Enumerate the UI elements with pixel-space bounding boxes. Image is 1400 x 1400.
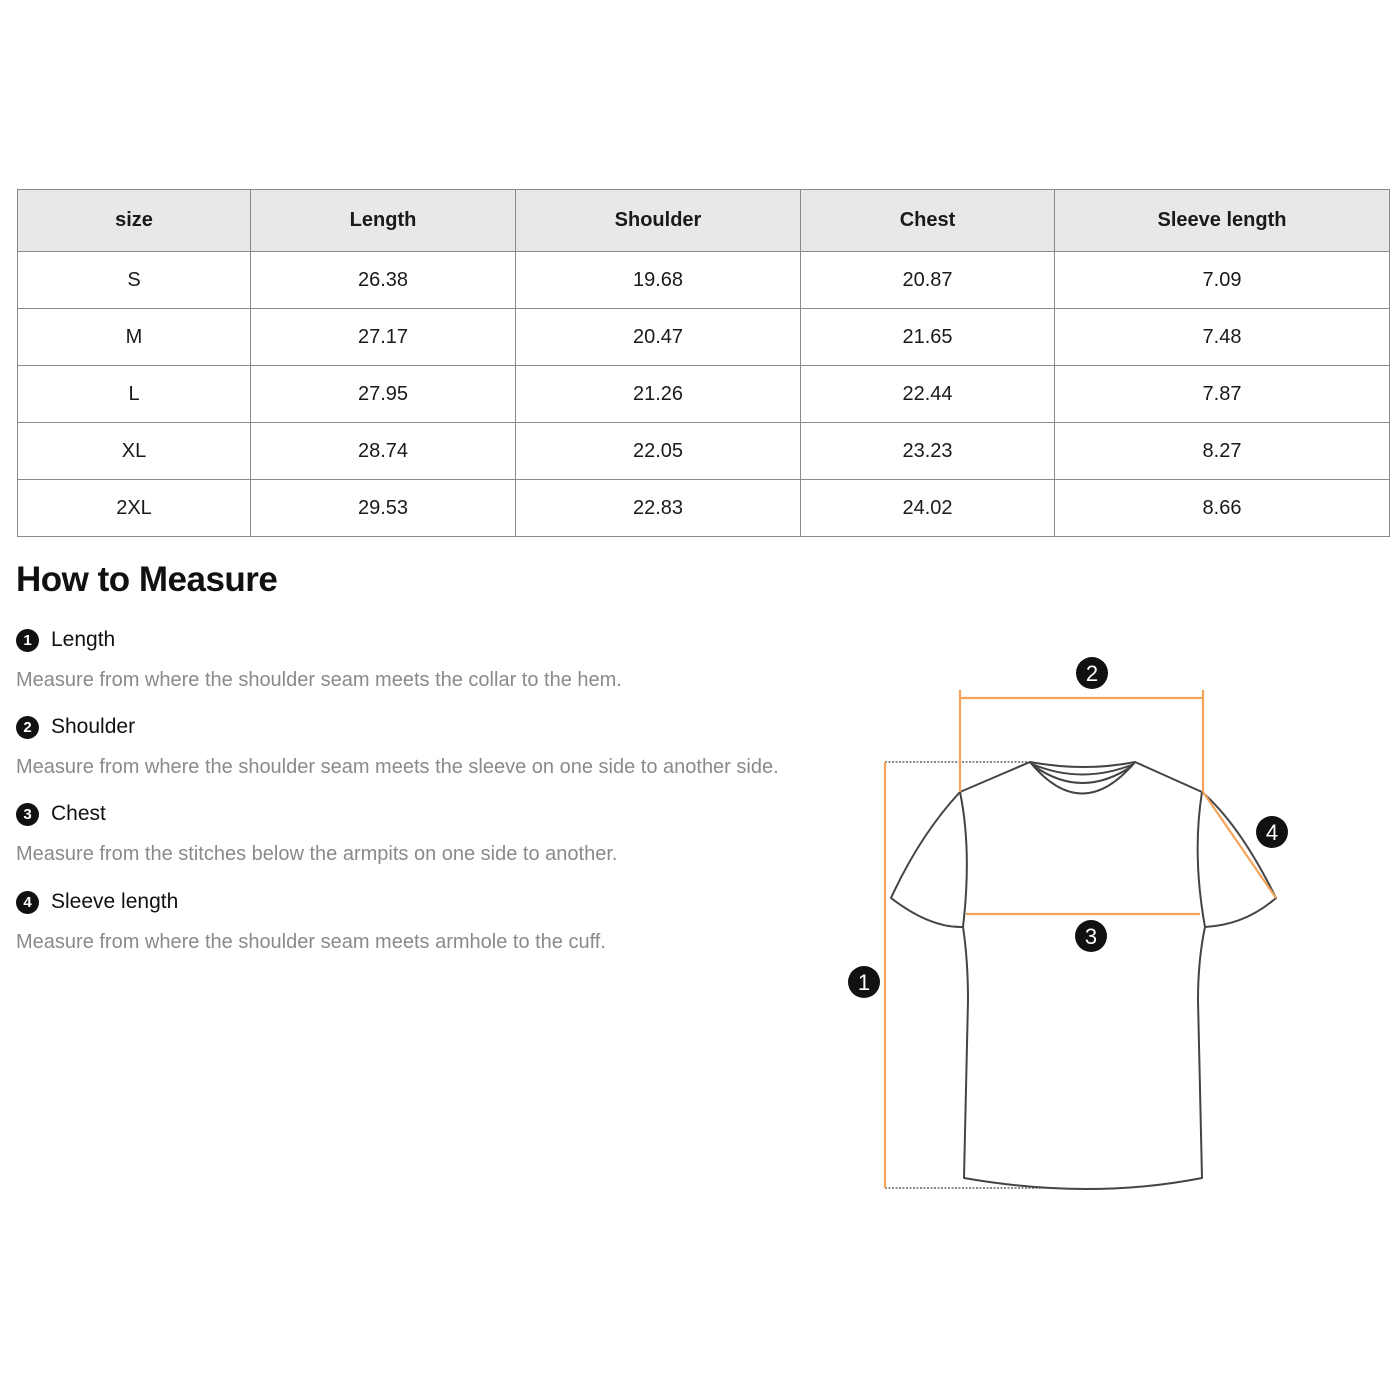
header-size: size <box>18 190 251 252</box>
cell-length: 26.38 <box>251 252 516 309</box>
cell-sleeve-length: 7.09 <box>1055 252 1390 309</box>
table-row <box>18 309 1390 366</box>
measure-label: Sleeve length <box>51 890 179 913</box>
cell-chest: 23.23 <box>801 423 1055 480</box>
header-sleeve-length: Sleeve length <box>1055 190 1390 252</box>
table-row <box>18 423 1390 480</box>
cell-size: S <box>18 252 251 309</box>
measure-label: Shoulder <box>51 715 136 738</box>
marker-2-icon <box>1076 657 1108 689</box>
cell-size: 2XL <box>18 480 251 537</box>
marker-4-label: 4 <box>1265 820 1279 845</box>
measure-description: Measure from where the shoulder seam meets the sleeve on one side to another side. <box>16 756 779 778</box>
measure-item-shoulder <box>16 713 779 779</box>
cell-chest: 21.65 <box>801 309 1055 366</box>
number-2-icon: 2 <box>16 716 39 739</box>
cell-sleeve-length: 8.66 <box>1055 480 1390 537</box>
measure-item-chest <box>16 800 617 866</box>
size-chart-table <box>17 189 1390 537</box>
number-4-icon: 4 <box>16 891 39 914</box>
tshirt-outline <box>891 762 1279 1189</box>
measure-description: Measure from the stitches below the armpits on one side to another. <box>16 843 618 865</box>
number-3-icon: 3 <box>16 803 39 826</box>
cell-chest: 22.44 <box>801 366 1055 423</box>
header-length: Length <box>251 190 516 252</box>
measure-label: Chest <box>51 802 106 825</box>
cell-chest: 24.02 <box>801 480 1055 537</box>
cell-shoulder: 22.83 <box>516 480 801 537</box>
cell-shoulder: 19.68 <box>516 252 801 309</box>
cell-sleeve-length: 7.48 <box>1055 309 1390 366</box>
table-header-row <box>18 190 1390 252</box>
marker-2-label: 2 <box>1085 661 1099 686</box>
header-chest: Chest <box>801 190 1055 252</box>
table-row <box>18 480 1390 537</box>
marker-3-label: 3 <box>1084 924 1098 949</box>
marker-1-icon <box>848 966 880 998</box>
cell-shoulder: 20.47 <box>516 309 801 366</box>
measure-item-length <box>16 626 622 692</box>
cell-chest: 20.87 <box>801 252 1055 309</box>
cell-length: 27.17 <box>251 309 516 366</box>
marker-3-icon <box>1075 920 1107 952</box>
measure-description: Measure from where the shoulder seam meets armhole to the cuff. <box>16 931 606 953</box>
cell-shoulder: 21.26 <box>516 366 801 423</box>
cell-length: 27.95 <box>251 366 516 423</box>
how-to-measure-title: How to Measure <box>16 560 278 599</box>
cell-size: L <box>18 366 251 423</box>
header-shoulder: Shoulder <box>516 190 801 252</box>
table-row <box>18 366 1390 423</box>
number-1-icon: 1 <box>16 629 39 652</box>
tshirt-measurement-diagram <box>830 640 1310 1210</box>
measure-label: Length <box>51 628 116 651</box>
marker-4-icon <box>1256 816 1288 848</box>
cell-size: XL <box>18 423 251 480</box>
marker-1-label: 1 <box>857 970 871 995</box>
cell-sleeve-length: 7.87 <box>1055 366 1390 423</box>
measure-item-sleeve-length <box>16 888 606 954</box>
cell-sleeve-length: 8.27 <box>1055 423 1390 480</box>
cell-length: 29.53 <box>251 480 516 537</box>
measure-description: Measure from where the shoulder seam meets the collar to the hem. <box>16 669 622 691</box>
cell-length: 28.74 <box>251 423 516 480</box>
cell-size: M <box>18 309 251 366</box>
cell-shoulder: 22.05 <box>516 423 801 480</box>
table-row <box>18 252 1390 309</box>
